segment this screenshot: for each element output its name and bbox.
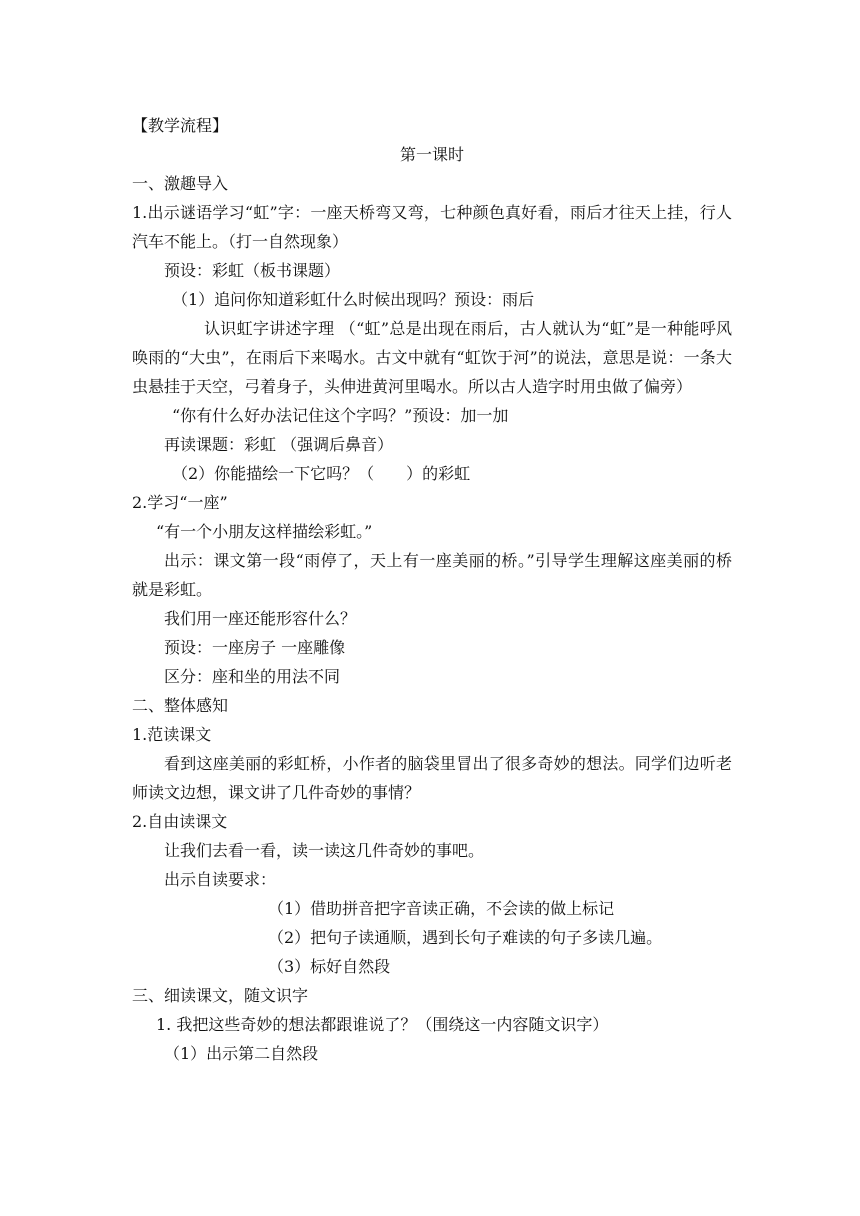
paragraph: “有一个小朋友这样描绘彩虹。” [156,522,373,541]
section-subtitle: 1.范读课文 [132,725,212,744]
paragraph: 出示自读要求： [164,870,277,889]
paragraph: 区分：座和坐的用法不同 [164,667,341,686]
paragraph: 看到这座美丽的彩虹桥，小作者的脑袋里冒出了很多奇妙的想法。同学们边听老师读文边想，课文讲了几件奇妙的事情？ [132,754,732,802]
paragraph: （1）追问你知道彩虹什么时候出现吗？预设：雨后 [172,290,535,309]
paragraph: 认识虹字讲述字理 （“虹”总是出现在雨后，古人就认为“虹”是一种能呼风唤雨的“大虫”，在雨后下来喝水。古文中就有“虹饮于河”的说法，意思是说：一条大虫悬挂于天空，弓着身子，头伸进黄河里喝水。所以古人造字时用虫做了偏旁） [132,319,732,396]
section-subtitle: 2.学习“一座” [132,493,228,512]
document-body [132,111,732,1068]
paragraph: 1. 我把这些奇妙的想法都跟谁说了？（围绕这一内容随文识字） [156,1015,609,1034]
paragraph: 我们用一座还能形容什么？ [164,609,357,628]
paragraph: （1）出示第二自然段 [164,1044,319,1063]
paragraph: 预设：彩虹（板书课题） [164,261,341,280]
list-item: （3）标好自然段 [268,957,391,976]
paragraph: 1.出示谜语学习“虹”字：一座天桥弯又弯，七种颜色真好看，雨后才往天上挂，行人汽车不能上。（打一自然现象） [132,203,732,251]
paragraph: 预设：一座房子 一座雕像 [164,638,346,657]
paragraph: 出示：课文第一段“雨停了，天上有一座美丽的桥。”引导学生理解这座美丽的桥就是彩虹。 [132,551,732,599]
paragraph: 再读课题：彩虹 （强调后鼻音） [164,435,394,454]
paragraph: （2）你能描绘一下它吗？（ ）的彩虹 [172,464,471,483]
list-item: （2）把句子读通顺，遇到长句子难读的句子多读几遍。 [268,928,663,947]
list-item: （1）借助拼音把字音读正确，不会读的做上标记 [268,899,615,918]
section-title: 一、激趣导入 [132,174,229,193]
section-title: 三、细读课文，随文识字 [132,986,309,1005]
section-title: 二、整体感知 [132,696,229,715]
section-subtitle: 2.自由读课文 [132,812,228,831]
section-heading: 【教学流程】 [132,116,229,135]
paragraph: “你有什么好办法记住这个字吗？”预设：加一加 [172,406,509,425]
lesson-title: 第一课时 [399,145,464,164]
paragraph: 让我们去看一看，读一读这几件奇妙的事吧。 [164,841,485,860]
